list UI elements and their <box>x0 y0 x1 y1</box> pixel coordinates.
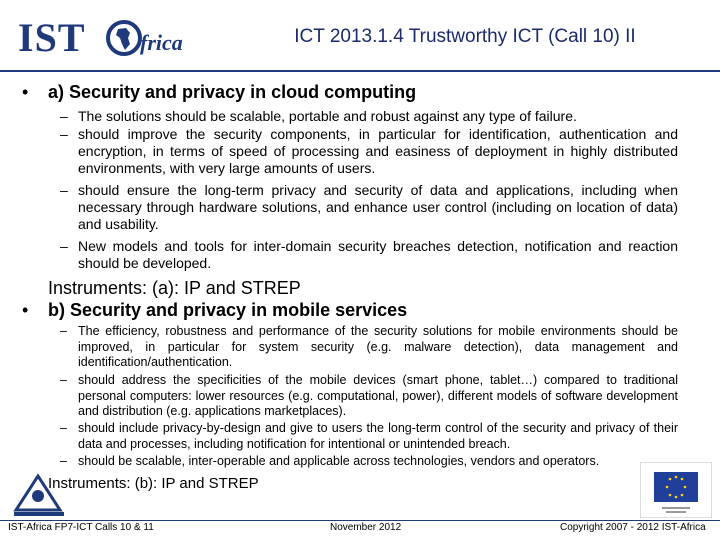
dash: – <box>60 454 67 468</box>
section-b-heading: b) Security and privacy in mobile services <box>48 300 408 320</box>
footer-copyright: Copyright 2007 - 2012 IST-Africa <box>560 522 706 533</box>
footer-left: IST-Africa FP7-ICT Calls 10 & 11 <box>8 522 154 533</box>
list-item-text: should improve the security components, in particular for identification, authentication and encryption, in terms of speed of processing and easiness of deployment in highly distributed environments, with very large amounts of users. <box>78 126 678 176</box>
list-item <box>60 373 678 420</box>
list-item <box>60 324 678 371</box>
list-item-text: should include privacy-by-design and give to users the long-term control of the security and privacy of their data and processes, including notification for intentional or unintended breach. <box>78 421 678 451</box>
list-item <box>60 238 678 273</box>
dash: – <box>60 126 68 142</box>
dash: – <box>60 108 68 124</box>
instruments-b: Instruments: (b): IP and STREP <box>48 475 259 492</box>
list-item <box>60 454 678 470</box>
list-item-text: should be scalable, inter-operable and applicable across technologies, vendors and operators. <box>78 454 600 468</box>
list-item-text: should address the specificities of the mobile devices (smart phone, tablet…) compared to traditional personal computers: lower resources (e.g. computational, power), different models of software development and distribution (e.g. applications marketplaces). <box>78 373 678 418</box>
logo-africa-text: frica <box>140 30 183 55</box>
eu-flag-logo <box>640 462 712 518</box>
list-item-text: The efficiency, robustness and performance of the security solutions for mobile environments should be improved, in particular for system security (e.g. malware detection), data management and identification/authentication. <box>78 324 678 369</box>
logo-text: IST <box>18 15 86 60</box>
list-item-text: should ensure the long-term privacy and security of data and applications, including when necessary through hardware solutions, and enhance user control (including on location of data) and usability. <box>78 182 678 232</box>
dash: – <box>60 324 67 338</box>
bullet-a: • <box>22 82 29 102</box>
list-item <box>60 182 678 234</box>
footer-date: November 2012 <box>330 522 402 533</box>
list-item <box>60 108 678 125</box>
footer-divider <box>0 520 720 521</box>
fp7-logo <box>8 470 70 518</box>
globe-icon <box>106 20 142 56</box>
dash: – <box>60 182 68 198</box>
dash: – <box>60 421 67 435</box>
list-item-text: New models and tools for inter-domain security breaches detection, notification and reaction should be developed. <box>78 238 678 271</box>
dash: – <box>60 238 68 254</box>
dash: – <box>60 373 67 387</box>
slide-title: ICT 2013.1.4 Trustworthy ICT (Call 10) II <box>294 26 636 47</box>
ist-africa-logo <box>10 14 190 60</box>
section-a-heading: a) Security and privacy in cloud computing <box>48 82 417 102</box>
header-divider <box>0 70 720 72</box>
list-item <box>60 126 678 178</box>
bullet-b: • <box>22 300 29 320</box>
list-item-text: The solutions should be scalable, portable and robust against any type of failure. <box>78 108 577 124</box>
slide-header <box>0 0 720 70</box>
list-item <box>60 421 678 453</box>
instruments-a: Instruments: (a): IP and STREP <box>48 278 301 298</box>
